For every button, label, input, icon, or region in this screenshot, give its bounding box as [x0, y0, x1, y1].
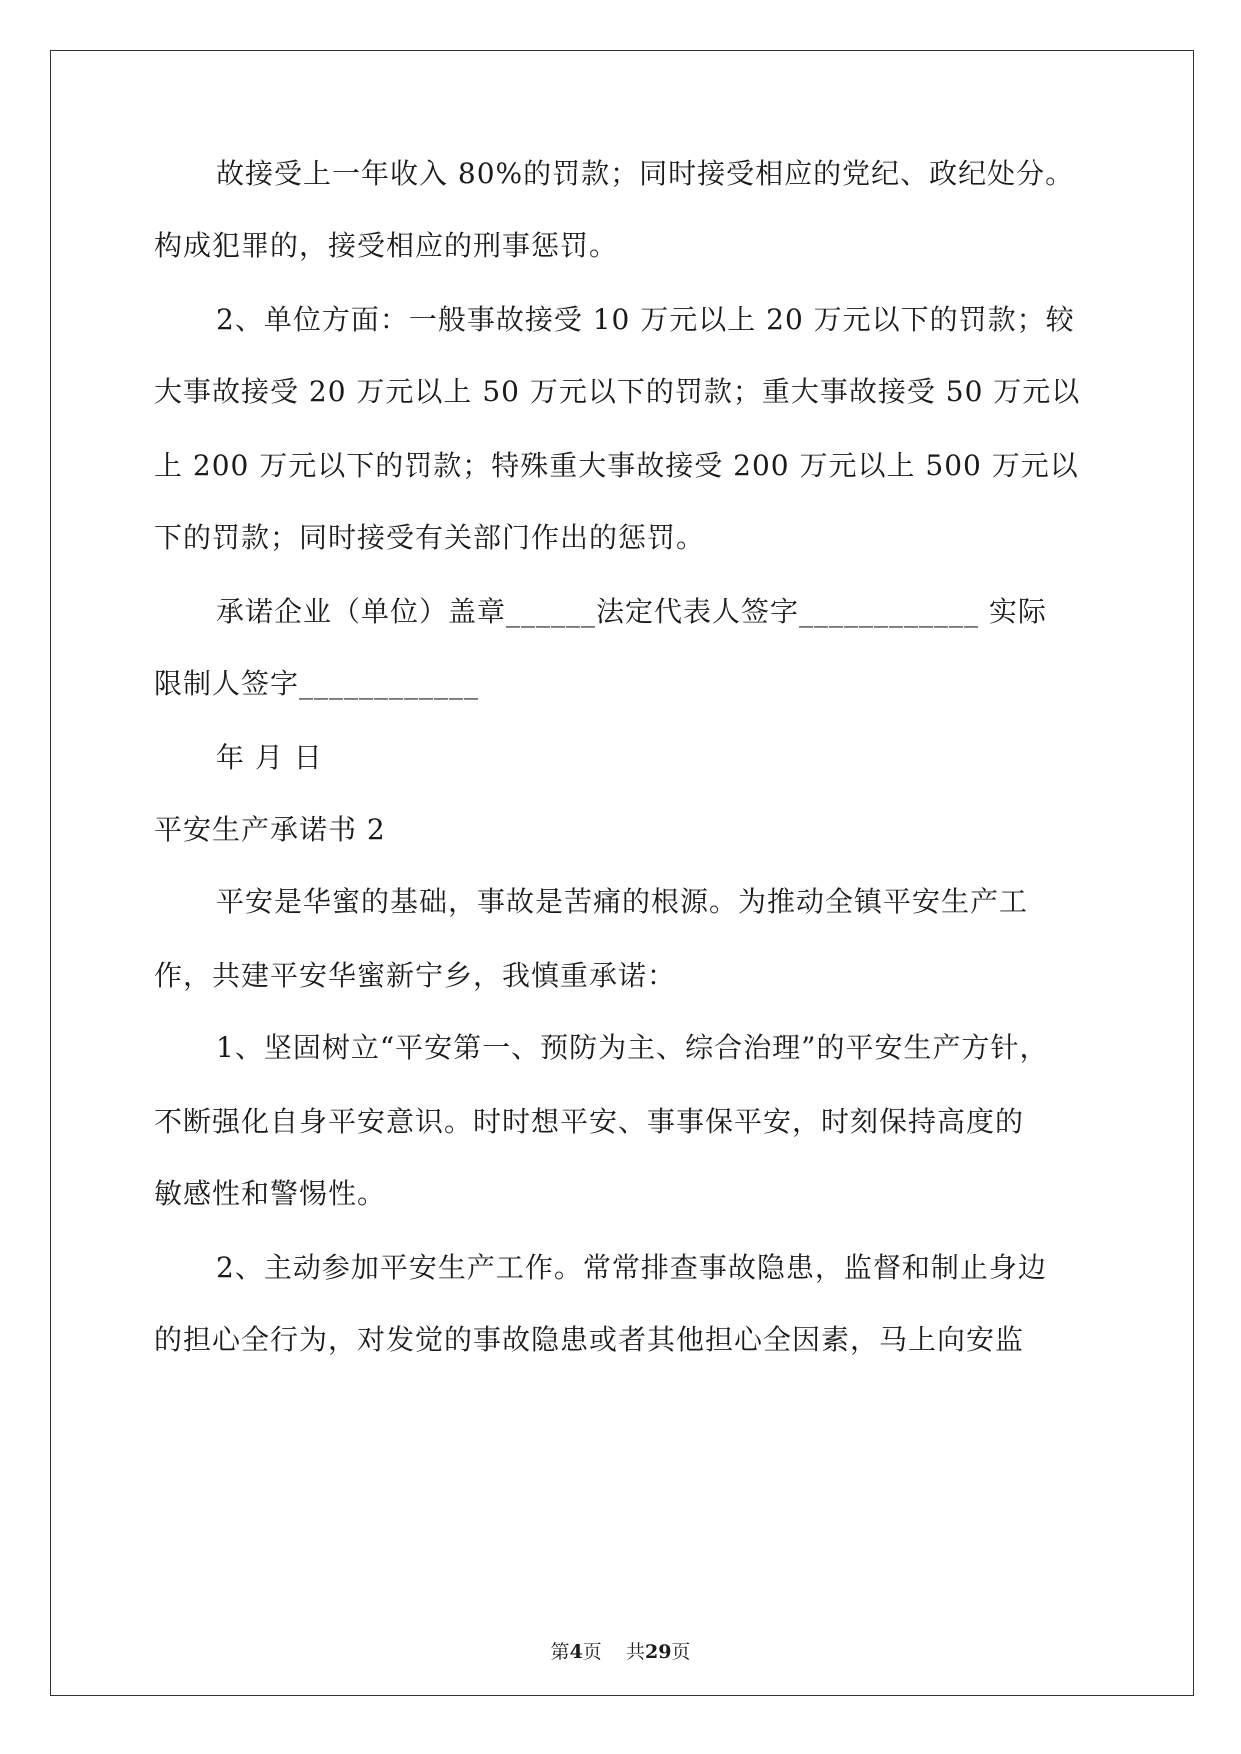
text-line: 作，共建平安华蜜新宁乡，我慎重承诺：: [154, 959, 677, 992]
text-line: 承诺企业（单位）盖章______法定代表人签字____________ 实际: [216, 595, 1047, 628]
footer-page-number: 4: [569, 1641, 583, 1663]
section-title: 平安生产承诺书 2: [154, 813, 386, 846]
date-line: 年 月 日: [216, 741, 323, 774]
text-line: 敏感性和警惕性。: [154, 1177, 387, 1210]
text-line: 大事故接受 20 万元以上 50 万元以下的罚款；重大事故接受 50 万元以: [154, 375, 1081, 408]
text-line: 2、主动参加平安生产工作。常常排查事故隐患，监督和制止身边: [216, 1251, 1047, 1284]
text-line: 1、坚固树立“平安第一、预防为主、综合治理”的平安生产方针，: [216, 1031, 1049, 1064]
text-line: 限制人签字____________: [154, 667, 480, 700]
footer-suffix: 页: [671, 1641, 691, 1663]
footer-total-pages: 29: [644, 1641, 672, 1663]
text-line: 不断强化自身平安意识。时时想平安、事事保平安，时刻保持高度的: [154, 1105, 1025, 1138]
text-line: 平安是华蜜的基础，事故是苦痛的根源。为推动全镇平安生产工: [216, 885, 1029, 918]
text-line: 2、单位方面：一般事故接受 10 万元以上 20 万元以下的罚款；较: [216, 303, 1075, 336]
text-line: 上 200 万元以下的罚款；特殊重大事故接受 200 万元以上 500 万元以: [154, 449, 1079, 482]
page-footer: [0, 1640, 1241, 1664]
text-line: 下的罚款；同时接受有关部门作出的惩罚。: [154, 521, 706, 554]
text-line: 构成犯罪的，接受相应的刑事惩罚。: [154, 229, 619, 262]
text-line: 的担心全行为，对发觉的事故隐患或者其他担心全因素，马上向安监: [154, 1323, 1025, 1356]
footer-prefix: 第: [550, 1641, 570, 1663]
footer-middle: 页 共: [582, 1641, 645, 1663]
page-border: [50, 50, 1194, 1696]
text-line: 故接受上一年收入 80%的罚款；同时接受相应的党纪、政纪处分。: [216, 157, 1075, 190]
